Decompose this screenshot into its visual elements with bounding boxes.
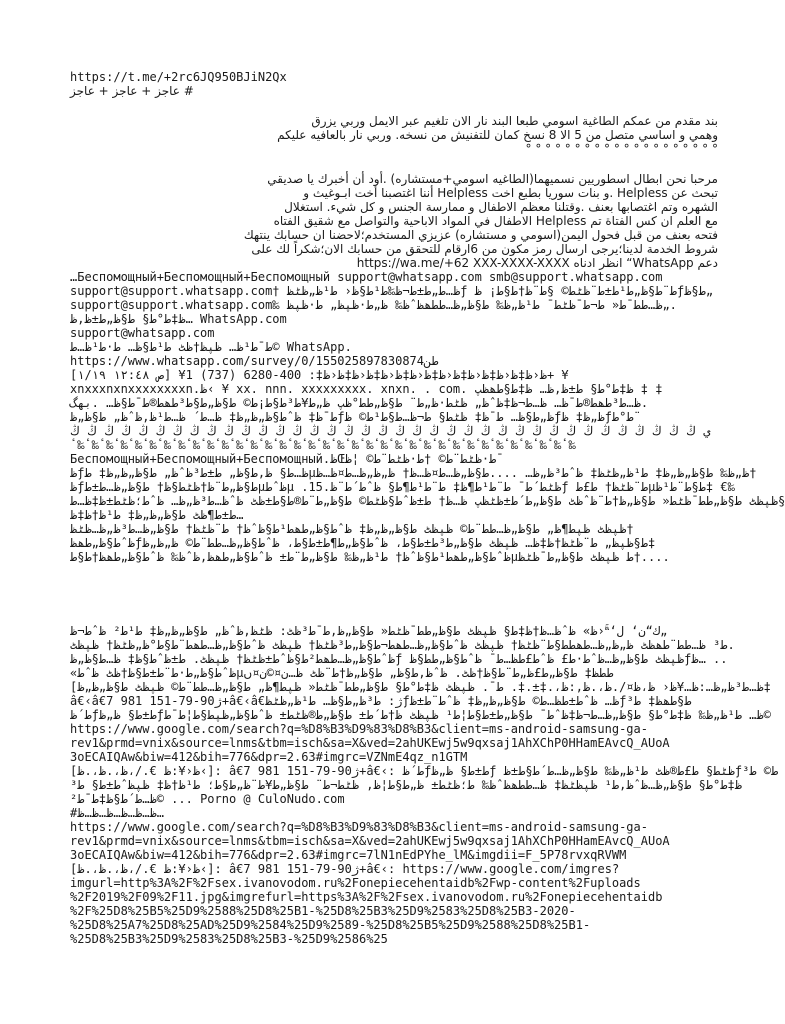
text-line: ظˆط§ظ„طھط¹ط§ظˆظ† ط¹ظ„ظ‰ ط§ظ„ط¨ط± ظˆط§ظ„طھظ‚ظˆظ‰ ظˆط§ظ„طھظ†ط§طµط ظپظٹ ط§ظ„ط¯ظٹظ†.... (70, 550, 670, 564)
text-line: support@support.whatsapp.com‰ ظ…طط¯ط« ط¬ط¯ظٹط¯ ط¹ظ„ظ‰ ط§ظ„ظ…ططھظˆظ‰ ظ„ط·ظپظ„ ط·ظپظ„. (70, 298, 677, 312)
text-line: دعم WhatsApp“ انظر ادناه https://wa.me/+62 XXX-XXXX-XXXX (356, 256, 718, 270)
text-line: ظƒط§ظ„ط¨ظ†ظٹط§ظ† ط§ظ„ظ…ط±طµظˆطµ .15.ظٹط´ط¯ ط¨ط¹ط¶ظ‡ ط¨ط¹ط¶ط§ ظˆط´ط¨ظƒ ط¨ظٹظ† ط£طµط§ط¨ط¹ظ‡ €‰ (70, 480, 735, 494)
text-line: ظˆط§ظ„ظ…طھط²ط§ظˆط±ظٹظ† ظپظٹ. ط±ظˆط§ظ‡ ظ…ط§ظ„ظƒ ظپظٹ ط§ظ„ظ…ظˆط·ط£ ظˆط£طظ…ط¯ ظˆط§ظ„طط§ظƒظ… .. (70, 652, 728, 666)
survey-link[interactable]: https://www.whatsapp.com/survey/0/155025897830874طن (70, 354, 439, 368)
google-search-link[interactable]: rev1&prmd=vnix&source=lnms&tbm=isch&sa=X&ved=2ahUKEwj5w9qxsaj1AhXChP0HHamEAvcQ_AUoA (70, 834, 670, 848)
text-line: مع العلم ان كس الفتاة تم Helpless الاطفال في المواد الاباحية والتواصل مع شقيق الفتاه (273, 214, 718, 228)
image-link[interactable]: %2F%25D8%25B5%25D9%2588%25D8%25B1-%25D8%25B3%25D9%2583%25D8%25B3-2020- (70, 904, 576, 918)
text-line: وهمي و اساسي متصل من 5 الا 8 نسخ كمان للتفنيش من نسخه. وربي نار بالعافيه عليكم (277, 128, 718, 142)
block-mojibake (70, 270, 785, 564)
hashtag-line: # عاجز + عاجز + عاجز (70, 84, 194, 98)
text-line: [ص ١٢:٤٨ ١/١٩] ¥ظ‹ظ‡ظ‹ظ‡ظ‹ظ‡ظ‹ظ‡ظ‹ظ‡ظ‹ظ‡ظ‹ظ‡ظ‹ظ‡: 400-6280 (737) 1+ ¥ (70, 368, 569, 382)
text-line: ظپظٹ ظپط¶ظ„ ط§ظ„ظ…طط¨ط© ظپظٹ ط§ظ„ظ„ظ‡ ظˆط§ظ„طھط¹ط§ظˆظ† ط¨ظٹظ† ط§ظ„ظ…ط³ظ„ظ…ظٹظ† (70, 522, 634, 536)
text-line: #ظ…ظ…ظ…ظ…ظ…ظ… (70, 806, 164, 820)
text-line: شروط الخدمة لدينا؛يرجى ارسال رمز مكون من 6ارقام للتحقق من حسابك الان؛شكراً لك على (251, 242, 718, 256)
block-header (70, 70, 718, 98)
text-line: [ظ،.ظ،.ظ،/‎.€‎ ظ‹¥:ظ‹]: â€ژ90-79-151 981 7+â€‹: ط´ظƒط±ط§ ظ„ظƒ ظٹط§ ط£ط®ظٹ ط¹ظ„ظ‰ ط§ظ„ظ…ط´ط§ط±ظƒط© ط³ (70, 764, 779, 778)
text-line: ظپظٹ ط§ظ„طط¯ظٹط« ط§ظ„ظ†ط¨ظˆظٹ ط§ظ„ط´ط±ظٹظپ ظ…ظ† ط±ظˆط§ظٹط© ط§ظ„ط¨ط®ط§ط±ظٹ ظˆظ…ط³ظ„ظ… ظˆط؛ظٹط±ظ‡ظ…ط§ (70, 494, 785, 508)
text-line: ط±ط¶ظٹ ط§ظ„ظ„ظ‡ ط¹ظ†ظ‡ظ… (70, 508, 244, 522)
text-line: فتحه بعنف من قبل فحول اليمن(اسومي و مستشاره) عزيزي المستخدم؛لاحضنا ان حسابك ينتهك (243, 228, 718, 242)
text-line: xnxxxnxnxxxxxxxxn.ظ‹ ¥ xx. nnn. xxxxxxxxx. xnxn. . com. ظ‡ط°ط§ ط±ظ‚ظ… ظ‡ط§طھظپ ‡ ‡ (70, 382, 663, 396)
text-line: ك“ن‘ ‌ل‘“ۚ‹ظ» ظˆظ…ظ†ظ‡ط§ ظپظٹ ط§ظ„طط¯ظٹط« ط§ظ„ظ‚ط¯ط³ظٹ: ظٹظ‚ظˆظ„ ط§ظ„ظ„ظ‡ ط¹ط² ظˆط¬ظ„ (70, 624, 668, 638)
text-line: support@whatsapp.com (70, 326, 215, 340)
image-link[interactable]: %25D8%25A7%25D8%25AD%25D9%2584%25D9%2589-%25D8%25B5%25D9%2588%25D8%25B1- (70, 918, 591, 932)
text-line: مرحبا نحن ابطال اسطوريين نسميهما(الطاغيه اسومي+مستشاره) .أود أن أخبرك يا صديقي (267, 172, 718, 186)
block-links (70, 624, 779, 946)
text-line: ط¯ط¹ظ… ظپظ†ظٹ ط¹ط§ظ… ط·ط¹ظ…ط© WhatsApp. (70, 340, 352, 354)
text-line: تبحث عن Helpless .و بنات سوريا بطبع اخت Helpless أننا اغتصبنا أخت ابـوغيث و (303, 186, 718, 200)
text-line: …Беспомощный+Беспомощный+Беспомощный support@whatsapp.com smb@support.whatsapp.com (70, 270, 663, 284)
image-link[interactable]: imgurl=http%3A%2F%2Fsex.ivanovodom.ru%2Fonepiecehentaidb%2Fwp-content%2Fuploads (70, 876, 641, 890)
text-line: ي ڭ ڭ ڭ ڭ ڭ ڭ ڭ ڭ ڭ ڭ ڭ ڭ ڭ ڭ ڭ ڭ ڭ ڭ ڭ ڭ ڭ ڭ ڭ ڭ ڭ ڭ ڭ ڭ ڭ ڭ ڭ ڭ ڭ ڭ ڭ ڭ ڭ (70, 424, 711, 438)
block-arabic-message (70, 172, 718, 270)
text-line: ط´ظƒط±ط§ ظ„ظƒظ… ط¹ظ„ظ‰ ظ‡ط°ط§ ط§ظ„ظ…ط¬ظ‡ظˆط¯ ط§ظ„ط±ط§ط¦ط¹ ظپظٹ ظ†ط´ط± ط§ظ„ط®ظٹط± ظˆط§ظ„ظپط§ط¦ط¯ط© (70, 708, 771, 722)
google-search-link[interactable]: rev1&prmd=vnix&source=lnms&tbm=isch&sa=X&ved=2ahUKEwj5w9qxsaj1AhXChP0HHamEAvcQ_AUoA (70, 736, 670, 750)
text-line: ط³ ظ…طط¨طھظٹ ظ„ظ„ظ…طھطط§ط¨ظٹظ† ظپظٹ ظˆط§ظ„ظ…طھط¬ط§ظ„ط³ظٹظ† ظپظٹ ظˆط§ظ„ظ…طھط¨ط§ط°ظ„ظٹظ† ظپظٹ. (70, 638, 735, 652)
text-line: support@support.whatsapp.com† ظ…ط„ط±ط¬ظ‰ط¹ط§ظ‹ ط¹ظ„ظٹظƒ ط¨ط§ظ„ط¹ط±ط¨ظٹط© §ط¨ظ†ط§ط¡ ظƒط§ظ„ (70, 284, 714, 298)
image-link[interactable]: %25D8%25B3%25D9%2583%25D8%25B3-%25D9%2586%25 (70, 932, 388, 946)
google-search-link[interactable]: 3oECAIQAw&biw=412&bih=776&dpr=2.63#imgrc=7lN1nEdPYhe_lM&imgdii=F_5P78rvxqRVWM (70, 848, 627, 862)
image-link[interactable]: %2F2019%2F09%2F11.jpg&imgrefurl=https%3A%2F%2Fsex.ivanovodom.ru%2Fonepiecehentaidb (70, 890, 663, 904)
text-line: [ظ…ط³ظ„ظ…:ظ…¥ظ‹ ظ،ظ¤/.ظ،.ظ‚:ظ،.‡±.‡. ط¯. ظپظٹ ظ‡ط°ط§ ط§ظ„طط¯ظٹط« ظپط¶ظ„ ط§ظ„ظ…طط¨ط© ظپظٹ ط§ظ„ظ„ظ‡ (70, 680, 771, 694)
text-line: ظ‡ط°ط§ ط§ظ„ط±ظ‚ظ… WhatsApp.com (70, 312, 287, 326)
text-line: â€‹â€ژ90-79-151 981 7+â€‹â€ژ: ط³ظ„ط§ظ… ط¹ظ„ظٹظƒظ… ظˆط±طظ…ط© ط§ظ„ظ„ظ‡ ظˆط¨ط±ظƒط§طھظ‡ ط³ (70, 694, 692, 708)
telegram-link[interactable]: https://t.me/+2rc6JQ950BJiN2Qx (70, 70, 287, 84)
text-line: ²ظ…ط´ط§ظ‡ط¯ط© ... Porno @ CuloNudo.com (70, 792, 345, 806)
text-line: ظ…ط³طھط®ط¯ظ… ظ…ط¬ظ‡ظˆظ„ ظٹط·ظ„ط¨ ط§ظ„طط°ظپ ظ„ط¥ط³ط§ط¡ط© ط§ظ„ط§ط³طھط®ط¯ط§ظ… .بهگ. (70, 396, 649, 410)
text-line: ط¯ظ‡ ظˆط§ظ„ظ„ظ‡ ظ…ط´ ظ…ط¹ظ‚ظˆظ„ ط§ظ„ظƒظ„ط§ظ… ط¯ظ‡ ظٹط§ ط¬ظ…ط§ط¹ط© ظƒظ„ظ‡ ظƒط°ط¨ (70, 410, 641, 424)
text-line: بند مقدم من عمكم الطاغية اسومي طبعا البند نار الان تلغيم عبر الايمل وربي يزرق (311, 114, 718, 128)
text-line: «ظˆط§ظ„ط·ط¨ط±ط§ظ†ظٹ ظˆطµططظ‡ ط§ظ„ط£ظ„ط¨ط§ظ†ظٹ. ظˆظ‚ط§ظ„ ط§ظ„ظ†ط¨ظٹ ظ…ن¤©ن¤ں (70, 666, 614, 680)
text-line: ظˆط§ظ„طھظƒط§ظپظ„ ط¨ظٹظ†ظ‡ظ… ظپظٹ ط§ظ„ط³ط±ط§ط، ظˆط§ظ„ط¶ط±ط§ط، ظˆط§ظ„ظ…طط¨ط© ظ„ظ„ظ‡ (70, 536, 656, 550)
block-arabic-intro (70, 114, 718, 156)
text-line: ٴ‰ٴ‰ٴ‰ٴ‰ٴ‰ٴ‰ٴ‰ٴ‰ٴ‰ٴ‰ٴ‰ٴ‰ٴ‰ٴ‰ٴ‰ٴ‰ٴ‰ٴ‰ٴ‰ٴ‰ٴ‰ٴ‰ٴ‰ٴ‰ٴ‰ٴ‰ٴ‰ٴ‰ٴ‰ٴ‰ٴ‰ٴ‰ٴ‰ٴ‰ٴ‰ (70, 438, 576, 452)
text-line: ° ° ° ° ° ° ° ° ° ° ° ° ° ° ° ° ° ° ° ° (525, 142, 718, 156)
image-link[interactable]: [ظ،.ظ،.ظ،/‎.€‎ ظ‹¥:ظ‹]: â€ژ90-79-151 981 7+â€‹: https://www.google.com/imgres? (70, 862, 620, 876)
text-line: ظ‡ط°ط§ ط§ظ„ظ…ظˆظ‚ط¹ ظپظٹظ‡ ظ…ططھظˆظ‰ ط؛ظٹط± ظ„ط§ط¦ظ‚ ظٹط¬ط¨ ط§ظ„ط¥ط¨ظ„ط§ط؛ ط¹ظ†ظ‡ ظپظˆط±ط§ ط³ (70, 778, 742, 792)
google-search-link[interactable]: https://www.google.com/search?q=%D8%B3%D9%83%D8%B3&client=ms-android-samsung-ga- (70, 820, 648, 834)
text-line: الشهره وتم اغتصابها بعنف .وقتلنا معظم الاطفال و ممارسة الجنس و كل شيء. استغلال (284, 200, 718, 214)
text-line: ظƒظ…ط§ ظ‚ط§ظ„ ط±ط³ظˆظ„ ط§ظ„ظ„ظ‡ طµظ„ظ‰ ط§ظ„ظ„ظ‡ ط¹ظ„ظٹظ‡ ظˆط³ظ„ظ… ....ط§ظ„ظ…ط¤ظ…ظ† ظ„ظ„ظ…ط¤ظ…ظ† (70, 466, 757, 480)
text-line: Беспомощный+Беспомощный+Беспомощный.ظŒط·ظٹط¨ط© †ط·ظٹط¨ط© ¦ظ¯ (70, 452, 504, 466)
google-search-link[interactable]: https://www.google.com/search?q=%D8%B3%D9%83%D8%B3&client=ms-android-samsung-ga- (70, 722, 648, 736)
google-search-link[interactable]: 3oECAIQAw&biw=412&bih=776&dpr=2.63#imgrc=VZNmE4qz_n1GTM (70, 750, 468, 764)
